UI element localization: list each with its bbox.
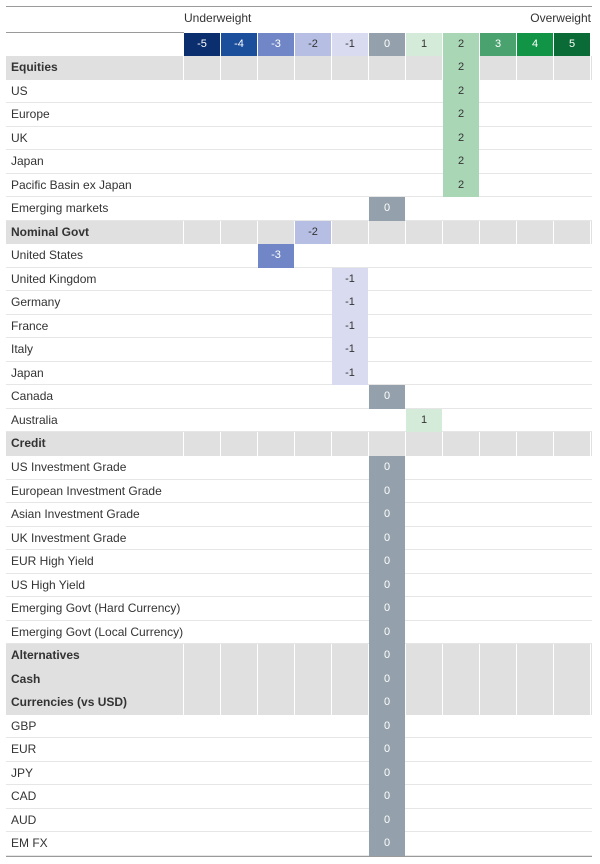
row-label: Credit (11, 436, 46, 451)
column-separator (590, 691, 591, 715)
rating-mark: -1 (332, 338, 368, 362)
table-row (6, 480, 592, 504)
rating-mark: 2 (443, 80, 479, 104)
column-separator (553, 644, 554, 668)
table-row (6, 456, 592, 480)
row-label: Japan (11, 154, 44, 169)
column-separator (294, 644, 295, 668)
column-separator (442, 432, 443, 456)
column-separator (368, 56, 369, 80)
column-separator (368, 221, 369, 245)
table-row (6, 738, 592, 762)
column-separator (442, 644, 443, 668)
table-row (6, 503, 592, 527)
rating-mark: 0 (369, 550, 405, 574)
row-label: JPY (11, 765, 34, 780)
rating-mark: -2 (295, 221, 331, 245)
table-row (6, 127, 592, 151)
column-separator (405, 56, 406, 80)
table-row (6, 409, 592, 433)
row-label: EM FX (11, 836, 48, 851)
group-row (6, 644, 592, 668)
row-label: United States (11, 248, 84, 263)
column-separator (553, 221, 554, 245)
bottom-rule (6, 856, 592, 857)
rating-mark: -1 (332, 315, 368, 339)
column-separator (183, 644, 184, 668)
rating-mark: 1 (406, 409, 442, 433)
column-separator (442, 691, 443, 715)
row-label: France (11, 318, 49, 333)
column-separator (257, 56, 258, 80)
row-label: Germany (11, 295, 61, 310)
column-separator (183, 691, 184, 715)
table-row (6, 621, 592, 645)
row-label: Equities (11, 60, 58, 74)
rating-mark: 0 (369, 385, 405, 409)
table-row (6, 338, 592, 362)
column-separator (590, 668, 591, 692)
rating-mark: 2 (443, 150, 479, 174)
column-separator (220, 432, 221, 456)
column-separator (183, 668, 184, 692)
row-label: Emerging Govt (Local Currency) (11, 624, 184, 639)
column-separator (331, 644, 332, 668)
column-separator (405, 644, 406, 668)
column-separator (220, 56, 221, 80)
column-separator (516, 691, 517, 715)
table-row (6, 197, 592, 221)
table-row (6, 268, 592, 292)
header-rule (6, 32, 184, 33)
column-separator (405, 221, 406, 245)
column-separator (479, 56, 480, 80)
table-row (6, 291, 592, 315)
rating-mark: 0 (369, 456, 405, 480)
column-separator (553, 668, 554, 692)
table-row (6, 715, 592, 739)
column-separator (220, 691, 221, 715)
rating-mark: 0 (369, 762, 405, 786)
row-label: Currencies (vs USD) (11, 695, 128, 710)
rating-mark: 0 (369, 621, 405, 645)
scale-cell: -5 (184, 33, 220, 56)
row-label: UK Investment Grade (11, 530, 127, 545)
table-row (6, 809, 592, 833)
column-separator (516, 432, 517, 456)
column-separator (405, 691, 406, 715)
underweight-label: Underweight (184, 11, 252, 25)
row-label: CAD (11, 789, 37, 804)
table-row (6, 597, 592, 621)
row-label: Cash (11, 671, 41, 686)
column-separator (553, 56, 554, 80)
table-row (6, 832, 592, 856)
column-separator (294, 691, 295, 715)
column-separator (590, 56, 591, 80)
table-row (6, 362, 592, 386)
row-label: European Investment Grade (11, 483, 162, 498)
column-separator (479, 221, 480, 245)
rating-mark: 0 (369, 503, 405, 527)
column-separator (405, 432, 406, 456)
rating-mark: 0 (369, 527, 405, 551)
row-label: EUR (11, 742, 37, 757)
scale-cell: 2 (443, 33, 479, 56)
rating-mark: 0 (369, 832, 405, 856)
scale-cell: 3 (480, 33, 516, 56)
table-row (6, 527, 592, 551)
rating-mark: 0 (369, 644, 405, 668)
column-separator (220, 668, 221, 692)
column-separator (553, 691, 554, 715)
column-separator (257, 644, 258, 668)
row-label: Canada (11, 389, 54, 404)
column-separator (257, 221, 258, 245)
column-separator (553, 432, 554, 456)
column-separator (294, 56, 295, 80)
rating-mark: 2 (443, 127, 479, 151)
column-separator (294, 668, 295, 692)
column-separator (294, 432, 295, 456)
row-label: GBP (11, 718, 37, 733)
column-separator (183, 221, 184, 245)
rating-mark: 0 (369, 691, 405, 715)
row-label: US Investment Grade (11, 460, 127, 474)
overweight-label: Overweight (530, 11, 591, 25)
row-label: Australia (11, 412, 58, 427)
rating-mark: 0 (369, 668, 405, 692)
rating-mark: 0 (369, 809, 405, 833)
scale-cell: 4 (517, 33, 553, 56)
row-label: US (11, 83, 28, 98)
top-rule (6, 6, 592, 7)
row-label: Alternatives (11, 648, 80, 663)
table-row (6, 103, 592, 127)
group-row (6, 221, 592, 245)
scale-cell: -2 (295, 33, 331, 56)
table-row (6, 244, 592, 268)
column-separator (590, 432, 591, 456)
rating-mark: -1 (332, 291, 368, 315)
scale-cell: 5 (554, 33, 590, 56)
group-row (6, 668, 592, 692)
table-row (6, 550, 592, 574)
row-label: Pacific Basin ex Japan (11, 177, 132, 192)
row-label: Japan (11, 365, 44, 380)
scale-cell: -1 (332, 33, 368, 56)
column-separator (516, 56, 517, 80)
column-separator (479, 432, 480, 456)
rating-mark: 2 (443, 103, 479, 127)
row-label: United Kingdom (11, 271, 97, 286)
rating-mark: 0 (369, 715, 405, 739)
rating-mark: -1 (332, 268, 368, 292)
row-label: US High Yield (11, 577, 86, 592)
column-separator (479, 691, 480, 715)
row-label: Nominal Govt (11, 224, 90, 239)
column-separator (516, 644, 517, 668)
column-separator (516, 221, 517, 245)
table-row (6, 150, 592, 174)
column-separator (183, 56, 184, 80)
rating-mark: 0 (369, 197, 405, 221)
column-separator (368, 432, 369, 456)
column-separator (331, 668, 332, 692)
rating-mark: 2 (443, 56, 479, 80)
rating-mark: 0 (369, 480, 405, 504)
column-separator (479, 644, 480, 668)
column-separator (331, 56, 332, 80)
table-row (6, 785, 592, 809)
row-label: UK (11, 130, 28, 145)
column-separator (220, 644, 221, 668)
column-separator (405, 668, 406, 692)
table-row (6, 174, 592, 198)
column-separator (590, 644, 591, 668)
row-label: Emerging markets (11, 201, 109, 216)
table-row (6, 80, 592, 104)
column-separator (479, 668, 480, 692)
group-row (6, 691, 592, 715)
scale-cell: 1 (406, 33, 442, 56)
rating-mark: 0 (369, 574, 405, 598)
column-separator (331, 691, 332, 715)
rating-mark: -1 (332, 362, 368, 386)
rating-mark: 0 (369, 738, 405, 762)
rating-mark: 0 (369, 597, 405, 621)
rating-mark: 2 (443, 174, 479, 198)
scale-cell: 0 (369, 33, 405, 56)
column-separator (183, 432, 184, 456)
column-separator (257, 432, 258, 456)
scale-cell: -3 (258, 33, 294, 56)
column-separator (257, 691, 258, 715)
column-separator (442, 221, 443, 245)
group-row (6, 56, 592, 80)
group-row (6, 432, 592, 456)
table-row (6, 574, 592, 598)
column-separator (516, 668, 517, 692)
column-separator (590, 221, 591, 245)
table-row (6, 385, 592, 409)
row-label: Emerging Govt (Hard Currency) (11, 601, 181, 616)
rating-mark: -3 (258, 244, 294, 268)
scale-cell: -4 (221, 33, 257, 56)
column-separator (331, 221, 332, 245)
table-row (6, 315, 592, 339)
table-row (6, 762, 592, 786)
row-label: Italy (11, 342, 34, 357)
column-separator (220, 221, 221, 245)
row-label: AUD (11, 812, 37, 827)
row-label: Asian Investment Grade (11, 507, 140, 522)
column-separator (331, 432, 332, 456)
column-separator (257, 668, 258, 692)
row-label: Europe (11, 107, 50, 122)
rating-mark: 0 (369, 785, 405, 809)
row-label: EUR High Yield (11, 554, 94, 569)
column-separator (442, 668, 443, 692)
